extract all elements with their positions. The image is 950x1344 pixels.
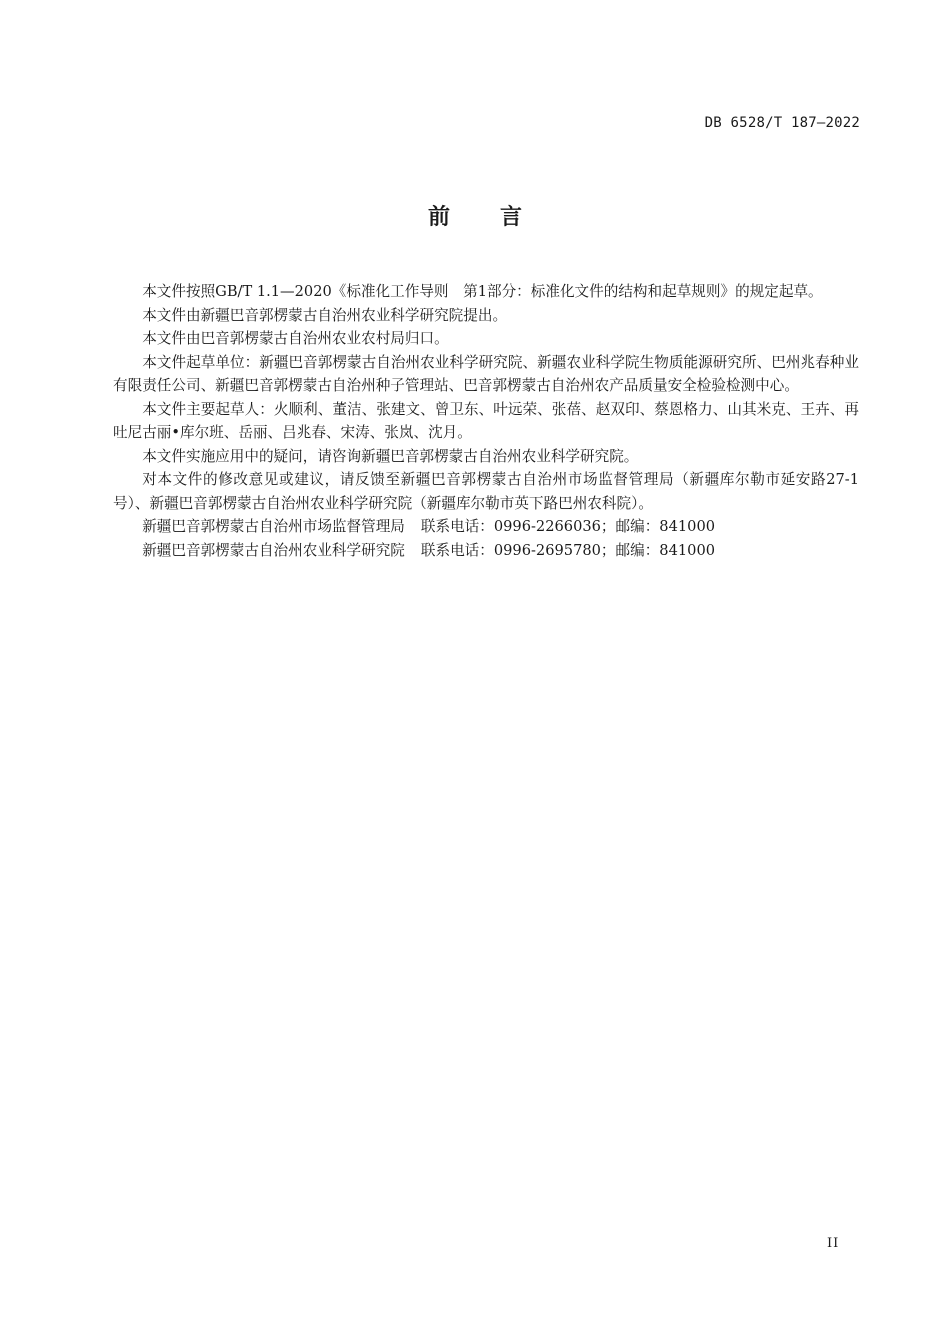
paragraph-drafters: 本文件主要起草人：火顺利、董洁、张建文、曾卫东、叶远荣、张蓓、赵双印、蔡恩格力、山其米克、王卉、再吐尼古丽•库尔班、岳丽、吕兆春、宋涛、张岚、沈月。 bbox=[113, 400, 859, 441]
paragraph-feedback: 对本文件的修改意见或建议，请反馈至新疆巴音郭楞蒙古自治州市场监督管理局（新疆库尔勒市延安路27-1号）、新疆巴音郭楞蒙古自治州农业科学研究院（新疆库尔勒市英下路巴州农科院）。 bbox=[113, 471, 859, 512]
contact-info: 联系电话：0996-2695780；邮编：841000 bbox=[420, 541, 716, 559]
contact-org: 新疆巴音郭楞蒙古自治州农业科学研究院 bbox=[142, 541, 405, 559]
document-code: DB 6528/T 187—2022 bbox=[704, 115, 860, 131]
contact-info: 联系电话：0996-2266036；邮编：841000 bbox=[420, 518, 716, 535]
contact-line bbox=[113, 539, 859, 563]
paragraph-drafting-basis: 本文件按照GB/T 1.1—2020《标准化工作导则 第1部分：标准化文件的结构和起草规则》的规定起草。 bbox=[142, 283, 823, 300]
contact-line bbox=[113, 515, 859, 539]
paragraph-proposer: 本文件由新疆巴音郭楞蒙古自治州农业科学研究院提出。 bbox=[142, 306, 508, 324]
page-title: 前言 bbox=[427, 205, 572, 230]
paragraph-drafting-units: 本文件起草单位：新疆巴音郭楞蒙古自治州农业科学研究院、新疆农业科学院生物质能源研究所、巴州兆春种业有限责任公司、新疆巴音郭楞蒙古自治州种子管理站、巴音郭楞蒙古自治州农产品质量安全检验检测中心。 bbox=[113, 353, 859, 394]
contact-org: 新疆巴音郭楞蒙古自治州市场监督管理局 bbox=[142, 518, 405, 535]
paragraph-centralized-unit: 本文件由巴音郭楞蒙古自治州农业农村局归口。 bbox=[142, 330, 449, 347]
foreword-body bbox=[113, 280, 859, 562]
paragraph-inquiries: 本文件实施应用中的疑问，请咨询新疆巴音郭楞蒙古自治州农业科学研究院。 bbox=[142, 447, 639, 465]
page-number: II bbox=[827, 1236, 840, 1251]
